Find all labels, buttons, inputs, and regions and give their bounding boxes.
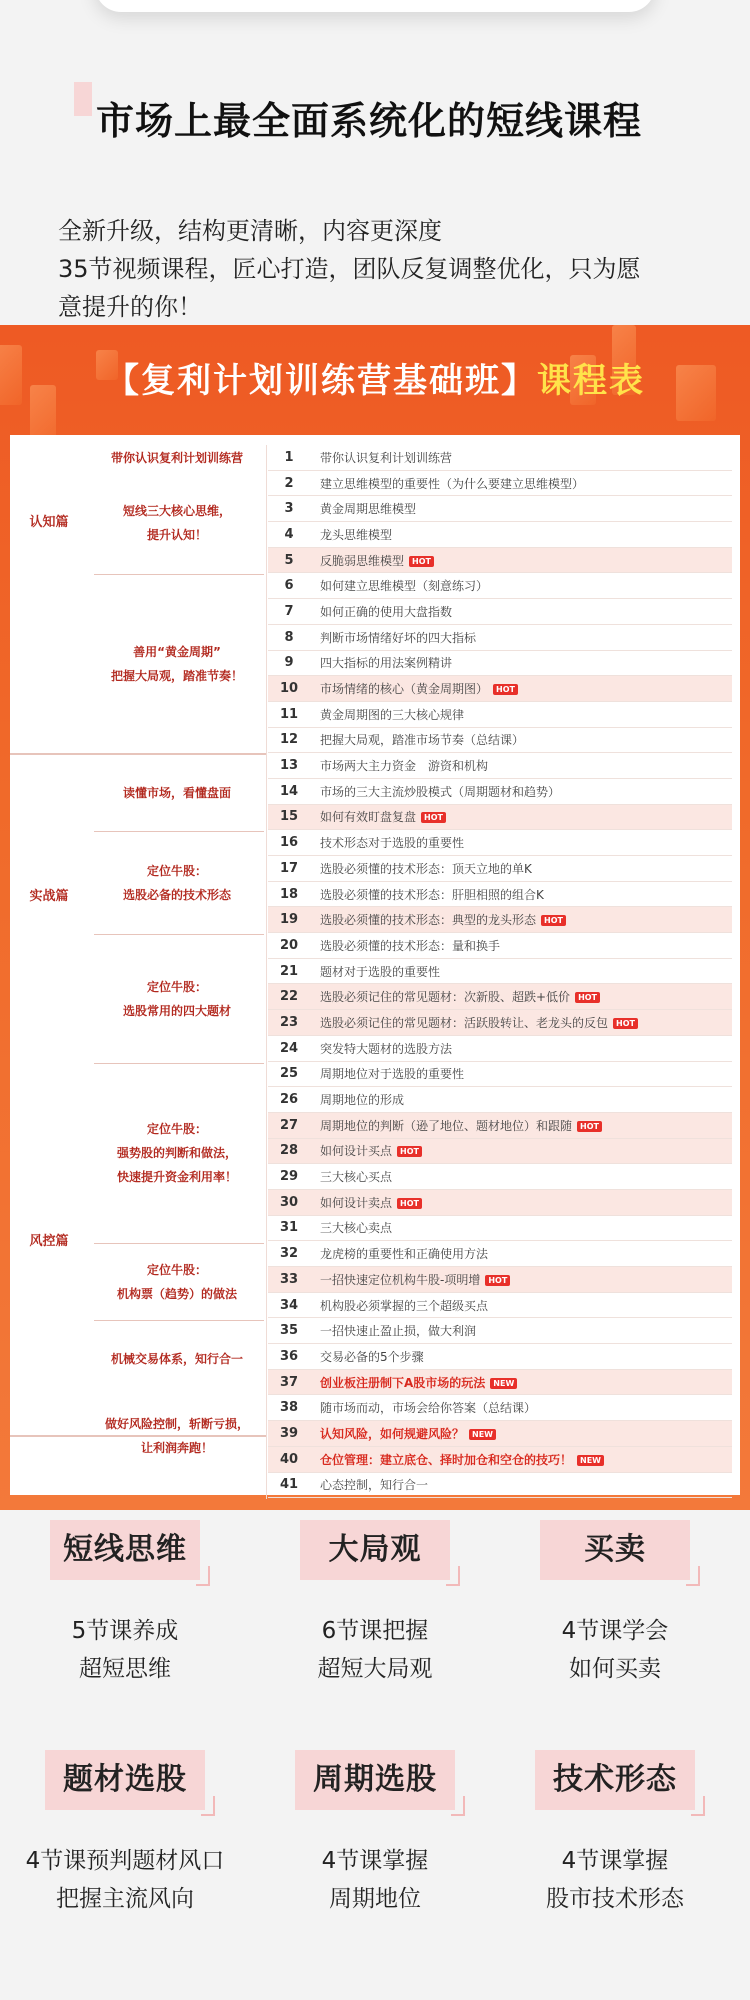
feature-desc-line: 4节课学会 [561, 1618, 669, 1644]
intro-line: 意提升的你！ [58, 293, 202, 321]
group-label [88, 1320, 266, 1397]
lesson-row [268, 573, 732, 599]
lesson-number: 2 [284, 475, 294, 491]
feature-desc-line: 4节课掌握 [321, 1848, 429, 1874]
lesson-row [268, 933, 732, 959]
lesson-number: 18 [279, 886, 299, 902]
lesson-row [268, 882, 732, 908]
lesson-title: 认知风险，如何规避风险？ [320, 1426, 465, 1441]
lesson-row [268, 1344, 732, 1370]
hot-badge: HOT [613, 1018, 638, 1029]
lesson-row [268, 445, 732, 471]
hot-badge: HOT [485, 1275, 510, 1286]
lesson-title: 一招快速止盈止损，做大利润 [320, 1324, 477, 1339]
group-line: 带你认识复利计划训练营 [110, 451, 243, 465]
lesson-row [268, 676, 732, 702]
lesson-number: 22 [279, 989, 299, 1005]
feature-desc-line: 4节课预判题材风口 [25, 1848, 225, 1874]
lesson-title-cell [310, 1194, 732, 1211]
lesson-title: 龙虎榜的重要性和正确使用方法 [320, 1247, 489, 1262]
lesson-row [268, 1113, 732, 1139]
hot-badge: HOT [421, 812, 446, 823]
new-badge: NEW [469, 1429, 496, 1440]
lesson-row [268, 1164, 732, 1190]
lesson-title: 带你认识复利计划训练营 [320, 450, 453, 465]
lesson-title: 建立思维模型的重要性（为什么要建立思维模型） [320, 476, 585, 491]
lesson-title-cell [310, 1091, 732, 1108]
course-schedule-banner [0, 325, 750, 1510]
lesson-title-cell [310, 963, 732, 980]
lesson-title-cell [310, 500, 732, 517]
lesson-title: 题材对于选股的重要性 [320, 964, 441, 979]
lesson-title: 机构股必须掌握的三个超级买点 [320, 1298, 489, 1313]
lesson-row [268, 1190, 732, 1216]
feature-desc-line: 6节课把握 [321, 1618, 429, 1644]
lesson-row [268, 1241, 732, 1267]
lesson-title: 反脆弱思维模型 [320, 553, 405, 568]
lesson-row [268, 522, 732, 548]
lesson-number: 4 [284, 526, 294, 542]
lesson-title-cell [310, 577, 732, 594]
lesson-title: 市场的三大主流炒股模式（周期题材和趋势） [320, 784, 561, 799]
feature-desc-line: 把握主流风向 [56, 1886, 194, 1912]
lesson-number: 6 [284, 578, 294, 594]
lesson-title-cell [310, 1271, 732, 1288]
schedule-title [0, 353, 750, 402]
group-line: 选股必备的技术形态 [122, 887, 231, 902]
lesson-title: 随市场而动，市场会给你答案（总结课） [320, 1401, 537, 1416]
lesson-title: 黄金周期思维模型 [320, 502, 417, 517]
lesson-number: 30 [279, 1194, 299, 1210]
lesson-title-cell [310, 449, 732, 466]
group-line: 提升认知！ [146, 527, 207, 542]
schedule-title-prefix: 【复利计划训练营基础班】 [105, 361, 537, 401]
lesson-title-cell [310, 1322, 732, 1339]
lesson-number: 36 [279, 1348, 299, 1364]
lesson-title: 如何有效盯盘复盘 [320, 810, 417, 825]
lesson-title-cell [310, 1451, 732, 1468]
group-line: 短线三大核心思维， [122, 503, 231, 518]
lesson-number: 34 [279, 1297, 299, 1313]
lesson-row [268, 548, 732, 574]
lesson-title-cell [310, 1142, 732, 1159]
lesson-row [268, 1036, 732, 1062]
lesson-title-cell [310, 1245, 732, 1262]
lesson-number: 7 [284, 603, 294, 619]
group-label [88, 574, 266, 754]
group-label [88, 1397, 266, 1474]
intro-line: 35节视频课程，匠心打造，团队反复调整优化，只为愿 [58, 255, 641, 283]
lesson-row [268, 1010, 732, 1036]
lesson-title: 把握大局观，踏准市场节奏（总结课） [320, 733, 525, 748]
lesson-row [268, 651, 732, 677]
group-label [88, 754, 266, 831]
lesson-title-cell [310, 629, 732, 646]
group-label [88, 831, 266, 934]
feature-grid [0, 1510, 750, 2000]
group-line: 强势股的判断和做法， [116, 1146, 237, 1160]
lesson-title-cell [310, 731, 732, 748]
hot-badge: HOT [575, 992, 600, 1003]
hot-badge: HOT [541, 915, 566, 926]
lesson-row [268, 1216, 732, 1242]
group-line: 定位牛股： [146, 979, 207, 994]
lesson-number: 23 [279, 1014, 299, 1030]
lesson-title: 市场两大主力资金 游资和机构 [320, 759, 489, 774]
lesson-row [268, 779, 732, 805]
feature-desc [255, 1612, 495, 1688]
lesson-title-cell [310, 526, 732, 543]
group-line: 机械交易体系，知行合一 [110, 1351, 243, 1366]
feature-title-box [540, 1520, 690, 1586]
lesson-title: 选股必须懂的技术形态：肝胆相照的组合K [320, 887, 544, 902]
lesson-title: 交易必备的5个步骤 [320, 1349, 424, 1364]
lesson-number: 29 [279, 1169, 299, 1185]
group-line: 让利润奔跑！ [140, 1440, 213, 1455]
group-label [88, 934, 266, 1063]
group-label [88, 445, 266, 471]
lesson-row [268, 471, 732, 497]
lesson-title-cell [310, 1425, 732, 1442]
lesson-row [268, 1087, 732, 1113]
lesson-row [268, 984, 732, 1010]
lesson-title-cell [310, 834, 732, 851]
feature-card [5, 1750, 245, 1918]
lesson-row [268, 753, 732, 779]
hot-badge: HOT [397, 1198, 422, 1209]
lesson-title-cell [310, 1219, 732, 1236]
lesson-title: 突发特大题材的选股方法 [320, 1041, 453, 1056]
lesson-title-cell [310, 1040, 732, 1057]
lesson-number: 8 [284, 629, 294, 645]
feature-title: 短线思维 [63, 1532, 187, 1567]
lesson-row [268, 728, 732, 754]
lesson-number: 28 [279, 1143, 299, 1159]
lesson-number: 16 [279, 835, 299, 851]
lesson-title-cell [310, 937, 732, 954]
feature-card [495, 1520, 735, 1688]
feature-desc [5, 1842, 245, 1918]
page-heading: 市场上最全面系统化的短线课程 [96, 99, 643, 143]
heading-accent [74, 82, 92, 116]
feature-title-box [50, 1520, 200, 1586]
lesson-title: 心态控制，知行合一 [320, 1478, 429, 1493]
lesson-title-cell [310, 1117, 732, 1134]
lesson-title-cell [310, 706, 732, 723]
lesson-title-cell [310, 1014, 732, 1031]
lesson-number: 5 [284, 552, 294, 568]
course-table [10, 435, 740, 1495]
lesson-title-cell [310, 1374, 732, 1391]
lesson-number: 33 [279, 1271, 299, 1287]
group-line: 定位牛股： [146, 863, 207, 878]
feature-title: 大局观 [328, 1532, 422, 1567]
lesson-title-cell [310, 783, 732, 800]
lesson-title: 周期地位的判断（逊了地位、题材地位）和跟随 [320, 1118, 573, 1133]
lesson-number: 24 [279, 1040, 299, 1056]
lesson-title-cell [310, 552, 732, 569]
lesson-number: 1 [284, 449, 294, 465]
lesson-title: 技术形态对于选股的重要性 [320, 836, 465, 851]
group-label [88, 1243, 266, 1320]
lesson-title-cell [310, 603, 732, 620]
lesson-number: 26 [279, 1092, 299, 1108]
lesson-number: 40 [279, 1451, 299, 1467]
lesson-title-cell [310, 911, 732, 928]
lesson-title: 选股必须懂的技术形态：典型的龙头形态 [320, 913, 537, 928]
lesson-row [268, 805, 732, 831]
section-label: 认知篇 [29, 515, 69, 530]
feature-card [5, 1520, 245, 1688]
feature-card [255, 1520, 495, 1688]
group-line: 定位牛股： [146, 1122, 207, 1136]
lesson-number: 32 [279, 1246, 299, 1262]
lesson-number: 13 [279, 758, 299, 774]
lesson-row [268, 1267, 732, 1293]
lesson-title: 选股必须懂的技术形态：量和换手 [320, 938, 501, 953]
lesson-row [268, 1293, 732, 1319]
lesson-number: 14 [279, 783, 299, 799]
column-divider [266, 445, 267, 1499]
lesson-title: 如何建立思维模型（刻意练习） [320, 579, 489, 594]
lesson-list [268, 445, 732, 1498]
lesson-number: 12 [279, 732, 299, 748]
group-line: 快速提升资金利用率！ [116, 1170, 237, 1184]
lesson-title-cell [310, 1297, 732, 1314]
lesson-row [268, 625, 732, 651]
lesson-number: 9 [284, 655, 294, 671]
lesson-number: 31 [279, 1220, 299, 1236]
feature-card [255, 1750, 495, 1918]
lesson-number: 35 [279, 1323, 299, 1339]
lesson-title: 市场情绪的核心（黄金周期图） [320, 682, 489, 697]
feature-title-box [535, 1750, 695, 1816]
lesson-number: 10 [279, 681, 299, 697]
lesson-title: 选股必须记住的常见题材：活跃股转让、老龙头的反包 [320, 1015, 609, 1030]
lesson-row [268, 1318, 732, 1344]
feature-title-box [45, 1750, 205, 1816]
lesson-number: 39 [279, 1425, 299, 1441]
lesson-title: 如何正确的使用大盘指数 [320, 604, 453, 619]
lesson-row [268, 1447, 732, 1473]
lesson-title-cell [310, 680, 732, 697]
lesson-title: 仓位管理：建立底仓、择时加仓和空仓的技巧！ [320, 1452, 573, 1467]
lesson-title-cell [310, 1476, 732, 1493]
hot-badge: HOT [409, 556, 434, 567]
lesson-number: 21 [279, 963, 299, 979]
lesson-row [268, 907, 732, 933]
lesson-title: 选股必须记住的常见题材：次新股、超跌+低价 [320, 990, 571, 1005]
hot-badge: HOT [493, 684, 518, 695]
feature-desc-line: 4节课掌握 [561, 1848, 669, 1874]
new-badge: NEW [490, 1378, 517, 1389]
lesson-title: 如何设计卖点 [320, 1195, 393, 1210]
lesson-number: 19 [279, 912, 299, 928]
lesson-row [268, 702, 732, 728]
lesson-row [268, 1370, 732, 1396]
lesson-title-cell [310, 1065, 732, 1082]
lesson-row [268, 959, 732, 985]
group-line: 选股常用的四大题材 [122, 1003, 231, 1018]
feature-desc [255, 1842, 495, 1918]
feature-title: 题材选股 [63, 1762, 187, 1797]
lesson-number: 20 [279, 937, 299, 953]
lesson-row [268, 1473, 732, 1499]
hot-badge: HOT [397, 1146, 422, 1157]
group-line: 善用“黄金周期” [133, 645, 221, 659]
lesson-number: 3 [284, 501, 294, 517]
lesson-title-cell [310, 654, 732, 671]
lesson-title-cell [310, 988, 732, 1005]
schedule-title-highlight: 课程表 [537, 361, 645, 401]
feature-title: 技术形态 [553, 1762, 677, 1797]
feature-desc [495, 1612, 735, 1688]
lesson-row [268, 1139, 732, 1165]
lesson-title: 一招快速定位机构牛股-项明增 [320, 1272, 481, 1287]
hero-section [0, 0, 750, 320]
lesson-row [268, 1062, 732, 1088]
feature-desc [5, 1612, 245, 1688]
lesson-title: 创业板注册制下A股市场的玩法 [320, 1375, 486, 1390]
group-line: 读懂市场，看懂盘面 [122, 785, 231, 800]
group-line: 做好风险控制，斩断亏损， [104, 1416, 249, 1431]
group-label [88, 471, 266, 574]
feature-desc-line: 5节课养成 [71, 1618, 179, 1644]
lesson-row [268, 1421, 732, 1447]
feature-desc-line: 超短思维 [79, 1656, 171, 1682]
feature-desc-line: 周期地位 [329, 1886, 421, 1912]
lesson-title-cell [310, 860, 732, 877]
lesson-title: 黄金周期图的三大核心规律 [320, 707, 465, 722]
lesson-title-cell [310, 1348, 732, 1365]
lesson-title-cell [310, 808, 732, 825]
feature-desc-line: 如何买卖 [569, 1656, 661, 1682]
lesson-title-cell [310, 1168, 732, 1185]
group-line: 机构票（趋势）的做法 [116, 1286, 237, 1301]
lesson-number: 25 [279, 1066, 299, 1082]
lesson-number: 15 [279, 809, 299, 825]
hot-badge: HOT [577, 1121, 602, 1132]
lesson-title: 如何设计买点 [320, 1144, 393, 1159]
lesson-title: 四大指标的用法案例精讲 [320, 656, 453, 671]
intro-line: 全新升级，结构更清晰，内容更深度 [58, 217, 442, 245]
lesson-number: 11 [279, 706, 299, 722]
lesson-row [268, 830, 732, 856]
lesson-title: 龙头思维模型 [320, 527, 393, 542]
group-line: 定位牛股： [146, 1262, 207, 1277]
lesson-number: 41 [279, 1477, 299, 1493]
lesson-row [268, 1395, 732, 1421]
lesson-title: 三大核心卖点 [320, 1221, 393, 1236]
lesson-title-cell [310, 475, 732, 492]
lesson-row [268, 856, 732, 882]
lesson-title: 周期地位的形成 [320, 1093, 405, 1108]
intro-text [58, 212, 708, 326]
feature-desc-line: 超短大局观 [317, 1656, 433, 1682]
new-badge: NEW [577, 1455, 604, 1466]
lesson-number: 37 [279, 1374, 299, 1390]
lesson-number: 38 [279, 1400, 299, 1416]
feature-title-box [295, 1750, 455, 1816]
lesson-row [268, 599, 732, 625]
feature-title-box [300, 1520, 450, 1586]
feature-title: 周期选股 [313, 1762, 437, 1797]
section-label: 实战篇 [29, 889, 69, 904]
feature-card [495, 1750, 735, 1918]
group-label [88, 1063, 266, 1243]
lesson-title: 周期地位对于选股的重要性 [320, 1067, 465, 1082]
lesson-title: 三大核心买点 [320, 1170, 393, 1185]
section-label: 风控篇 [29, 1234, 69, 1249]
lesson-number: 27 [279, 1117, 299, 1133]
lesson-row [268, 496, 732, 522]
feature-title: 买卖 [584, 1532, 646, 1567]
lesson-title-cell [310, 757, 732, 774]
feature-desc [495, 1842, 735, 1918]
feature-desc-line: 股市技术形态 [546, 1886, 684, 1912]
lesson-number: 17 [279, 860, 299, 876]
group-line: 把握大局观，踏准节奏！ [110, 669, 243, 683]
lesson-title: 选股必须懂的技术形态：顶天立地的单K [320, 861, 532, 876]
lesson-title-cell [310, 1399, 732, 1416]
lesson-title: 判断市场情绪好坏的四大指标 [320, 630, 477, 645]
lesson-title-cell [310, 886, 732, 903]
